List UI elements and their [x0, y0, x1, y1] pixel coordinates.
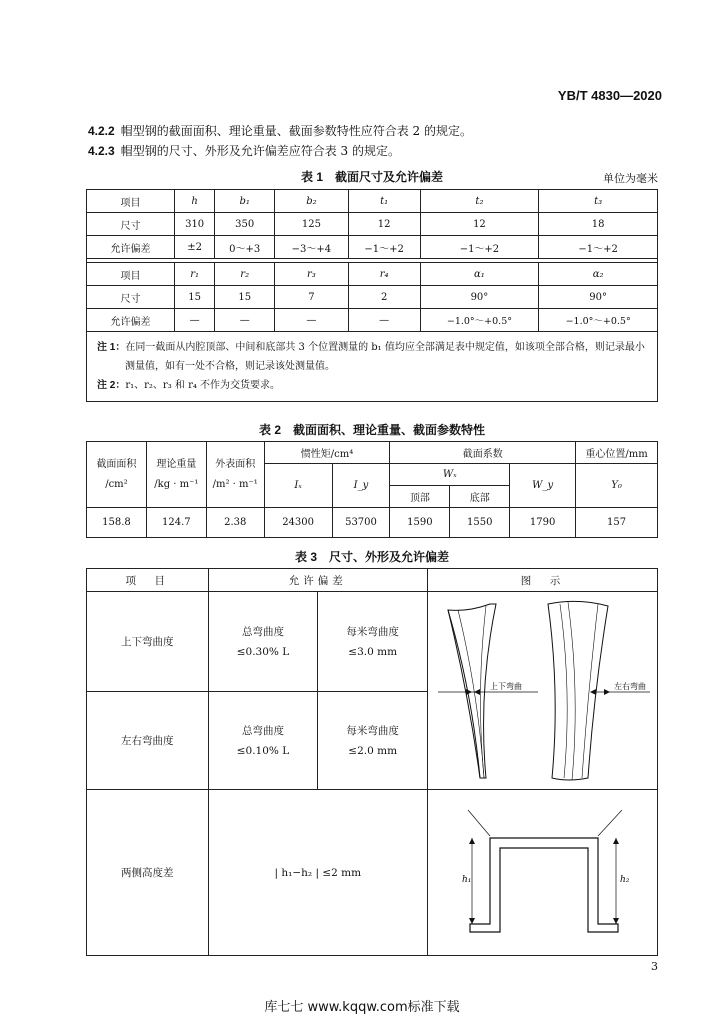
table-row [87, 508, 658, 538]
value: ≤0.10% L [236, 744, 290, 757]
table-cell: 0～+3 [215, 236, 275, 259]
table-cell: 90° [539, 286, 658, 309]
note-label: 注 1： [97, 342, 126, 353]
table2-caption: 表 2 截面面积、理论重量、截面参数特性 [258, 423, 485, 437]
value: ≤2.0 mm [348, 744, 398, 757]
table-row [87, 309, 658, 332]
table-cell: −1～+2 [420, 236, 539, 259]
header-y0: Y₀ [576, 464, 658, 508]
standard-number: YB/T 4830—2020 [557, 88, 662, 103]
table-cell: 项目 [87, 263, 175, 286]
label: 总弯曲度 [241, 625, 284, 638]
value: ≤0.30% L [236, 645, 290, 658]
table-row [87, 442, 658, 464]
note-label: 注 2： [97, 380, 126, 391]
table-cell: 53700 [332, 508, 390, 538]
footer-watermark: 库七七 www.kqqw.com标准下载 [264, 1000, 460, 1015]
row-per-meter [318, 692, 428, 790]
table1-unit: 单位为毫米 [603, 172, 658, 185]
table-cell: 12 [420, 213, 539, 236]
table1-caption: 表 1 截面尺寸及允许偏差 [300, 170, 443, 184]
label: 每米弯曲度 [346, 625, 399, 638]
table-row [87, 236, 658, 259]
header-weight [146, 442, 206, 508]
table-cell: 1790 [510, 508, 576, 538]
row-item: 上下弯曲度 [87, 592, 209, 692]
table-cell: r₄ [348, 263, 420, 286]
table-cell: α₂ [539, 263, 658, 286]
left-right-label: 左右弯曲 [614, 682, 647, 691]
note-1 [97, 338, 647, 376]
table-cell: −1～+2 [539, 236, 658, 259]
table-cell: r₂ [215, 263, 275, 286]
table-cell: 2 [348, 286, 420, 309]
table-cell: h [175, 190, 215, 213]
up-down-label: 上下弯曲 [490, 682, 523, 691]
table-row [87, 213, 658, 236]
table-cell: 18 [539, 213, 658, 236]
note-text: r₁、r₂、r₃ 和 r₄ 不作为交货要求。 [125, 380, 281, 391]
unit: /cm² [105, 478, 128, 490]
header-wx: Wₓ [390, 464, 510, 486]
table-cell: 项目 [87, 190, 175, 213]
note-2 [97, 376, 647, 395]
table-cell: 125 [275, 213, 349, 236]
header-inertia: 惯性矩/cm⁴ [264, 442, 390, 464]
table-row [87, 332, 658, 402]
table-cell: — [175, 309, 215, 332]
table-row [87, 190, 658, 213]
table-row [87, 263, 658, 286]
header-top: 顶部 [390, 486, 450, 508]
row-per-meter [318, 592, 428, 692]
table-cell: 15 [175, 286, 215, 309]
height-figure-cell [427, 790, 657, 956]
clause-4-2-2 [88, 122, 472, 139]
h1-label: h₁ [462, 875, 472, 885]
table-cell: −1～+2 [348, 236, 420, 259]
table-cell: t₂ [420, 190, 539, 213]
unit: /m² · m⁻¹ [212, 478, 258, 490]
table-cell: — [215, 309, 275, 332]
note-text: 在同一截面从内腔顶部、中间和底部共 3 个位置测量的 b₁ 值均应全部满足表中规定值，如该项全部合格，则记录最小测量值，如有一处不合格，则记录该处测量值。 [125, 342, 645, 372]
table-cell: — [348, 309, 420, 332]
header-centroid: 重心位置/mm [576, 442, 658, 464]
hat-section-diagram [428, 796, 656, 946]
unit: /kg · m⁻¹ [154, 478, 199, 490]
row-tolerance: | h₁−h₂ | ≤2 mm [208, 790, 427, 956]
table-cell: 2.38 [206, 508, 264, 538]
table-cell: 允许偏差 [87, 236, 175, 259]
table-cell: 尺寸 [87, 286, 175, 309]
table-cell: 15 [215, 286, 275, 309]
header-area [87, 442, 147, 508]
table-cell: 允许偏差 [87, 309, 175, 332]
table-cell: — [275, 309, 349, 332]
table-cell: 310 [175, 213, 215, 236]
table-cell: 350 [215, 213, 275, 236]
table-cell: 158.8 [87, 508, 147, 538]
header-figure: 图 示 [427, 569, 657, 592]
row-item: 左右弯曲度 [87, 692, 209, 790]
header-iy: I_y [332, 464, 390, 508]
clause-number: 4.2.3 [88, 144, 115, 158]
table-cell: α₁ [420, 263, 539, 286]
table-cell: ±2 [175, 236, 215, 259]
table-cell: 124.7 [146, 508, 206, 538]
table-cell: b₂ [275, 190, 349, 213]
table2 [86, 441, 658, 538]
table-cell: t₁ [348, 190, 420, 213]
label: 理论重量 [156, 458, 197, 470]
table-cell: 1550 [450, 508, 510, 538]
bending-figure-cell [427, 592, 657, 790]
row-total [208, 592, 318, 692]
label: 截面面积 [96, 458, 137, 470]
row-total [208, 692, 318, 790]
table-cell: 24300 [264, 508, 332, 538]
clause-text: 帽型钢的截面面积、理论重量、截面参数特性应符合表 2 的规定。 [120, 124, 472, 138]
header-section-modulus: 截面系数 [390, 442, 576, 464]
header-bottom: 底部 [450, 486, 510, 508]
label: 外表面积 [215, 458, 256, 470]
table-cell: 7 [275, 286, 349, 309]
header-ix: Iₓ [264, 464, 332, 508]
header-tolerance: 允许偏差 [208, 569, 427, 592]
header-wy: W_y [510, 464, 576, 508]
table3 [86, 568, 658, 956]
table-header-row [87, 569, 658, 592]
table-cell: −1.0°～+0.5° [420, 309, 539, 332]
table-cell: −1.0°～+0.5° [539, 309, 658, 332]
table-cell: t₃ [539, 190, 658, 213]
table-cell: 12 [348, 213, 420, 236]
table-cell: 1590 [390, 508, 450, 538]
label: 每米弯曲度 [346, 724, 399, 737]
table-cell: r₃ [275, 263, 349, 286]
clause-4-2-3 [88, 142, 400, 159]
label: 总弯曲度 [241, 724, 284, 737]
table-cell: 157 [576, 508, 658, 538]
table-cell: b₁ [215, 190, 275, 213]
table-cell: −3～+4 [275, 236, 349, 259]
header-item: 项 目 [87, 569, 209, 592]
table-notes [87, 332, 658, 402]
clause-text: 帽型钢的尺寸、外形及允许偏差应符合表 3 的规定。 [120, 144, 400, 158]
page-number: 3 [651, 960, 658, 973]
header-surface [206, 442, 264, 508]
table1 [86, 189, 658, 402]
table-row [87, 592, 658, 692]
bending-diagram [428, 592, 656, 786]
value: ≤3.0 mm [348, 645, 398, 658]
clause-number: 4.2.2 [88, 124, 115, 138]
row-item: 两侧高度差 [87, 790, 209, 956]
h2-label: h₂ [620, 875, 630, 885]
table-cell: r₁ [175, 263, 215, 286]
table-row [87, 790, 658, 956]
table-cell: 尺寸 [87, 213, 175, 236]
table3-caption: 表 3 尺寸、外形及允许偏差 [294, 550, 449, 564]
table-cell: 90° [420, 286, 539, 309]
table-row [87, 286, 658, 309]
